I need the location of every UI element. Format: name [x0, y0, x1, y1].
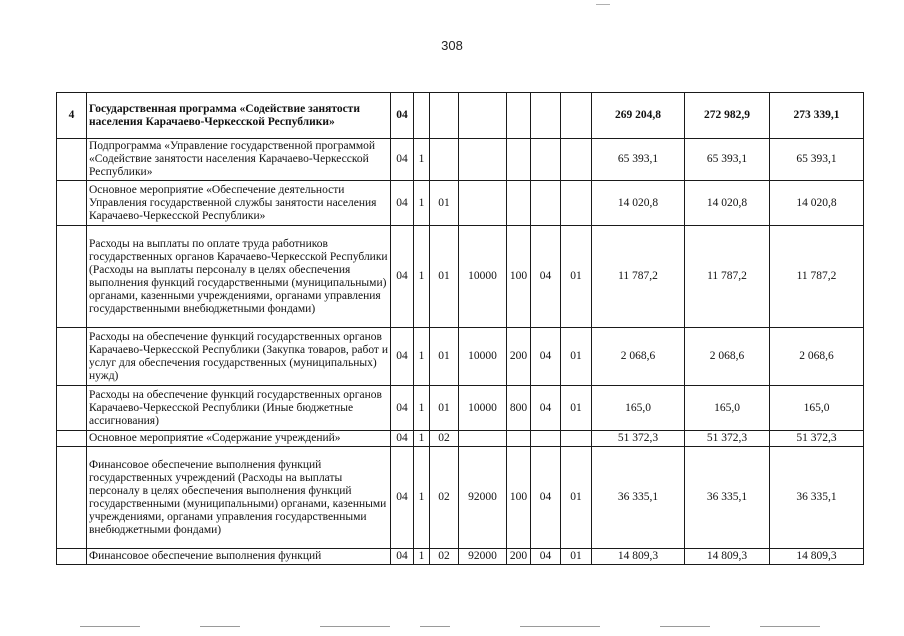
code-subprogram: 01: [430, 386, 459, 431]
code-direction: 10000: [459, 386, 507, 431]
row-index: [57, 386, 87, 431]
row-index: [57, 549, 87, 565]
table-row: [57, 139, 864, 181]
code-subprogram: 02: [430, 549, 459, 565]
value-year-2: 272 982,9: [685, 93, 770, 139]
row-name: Финансовое обеспечение выполнения функций: [87, 549, 391, 565]
value-year-2: 2 068,6: [685, 328, 770, 386]
code-expense-type: [507, 93, 531, 139]
code-section: [531, 93, 561, 139]
code-expense-type: 100: [507, 226, 531, 328]
code-section: 04: [531, 549, 561, 565]
code-direction: 92000: [459, 549, 507, 565]
code-ministry: 04: [391, 181, 414, 226]
scan-artifact: [596, 4, 610, 5]
table-row: [57, 386, 864, 431]
code-program: 1: [414, 447, 430, 549]
code-direction: 10000: [459, 328, 507, 386]
code-subprogram: 02: [430, 447, 459, 549]
code-direction: 92000: [459, 447, 507, 549]
code-expense-type: [507, 431, 531, 447]
row-name: Государственная программа «Содействие занятости населения Карачаево-Черкесской Республики»: [87, 93, 391, 139]
code-direction: [459, 431, 507, 447]
code-program: 1: [414, 139, 430, 181]
code-subsection: [561, 139, 592, 181]
code-subprogram: [430, 139, 459, 181]
value-year-1: 36 335,1: [592, 447, 685, 549]
code-direction: [459, 181, 507, 226]
code-subsection: 01: [561, 226, 592, 328]
code-program: 1: [414, 549, 430, 565]
code-ministry: 04: [391, 431, 414, 447]
code-subsection: 01: [561, 549, 592, 565]
table-row: [57, 447, 864, 549]
code-expense-type: 200: [507, 328, 531, 386]
code-program: 1: [414, 226, 430, 328]
value-year-3: 165,0: [770, 386, 864, 431]
row-name: Основное мероприятие «Обеспечение деятельности Управления государственной службы занятости населения Карачаево-Черкесской Республики»: [87, 181, 391, 226]
code-ministry: 04: [391, 226, 414, 328]
code-subprogram: 01: [430, 226, 459, 328]
code-program: 1: [414, 431, 430, 447]
budget-table: [56, 92, 864, 565]
code-subprogram: [430, 93, 459, 139]
code-ministry: 04: [391, 549, 414, 565]
row-index: [57, 328, 87, 386]
table-row: [57, 181, 864, 226]
value-year-1: 14 020,8: [592, 181, 685, 226]
code-ministry: 04: [391, 139, 414, 181]
value-year-1: 269 204,8: [592, 93, 685, 139]
code-ministry: 04: [391, 386, 414, 431]
code-section: 04: [531, 447, 561, 549]
value-year-2: 14 809,3: [685, 549, 770, 565]
code-ministry: 04: [391, 93, 414, 139]
code-subprogram: 01: [430, 328, 459, 386]
code-subprogram: 02: [430, 431, 459, 447]
value-year-3: 273 339,1: [770, 93, 864, 139]
value-year-1: 11 787,2: [592, 226, 685, 328]
row-name: Расходы на обеспечение функций государственных органов Карачаево-Черкесской Республики (Закупка товаров, работ и услуг для обеспечения государственных (муниципальных) нужд): [87, 328, 391, 386]
code-expense-type: 100: [507, 447, 531, 549]
code-ministry: 04: [391, 447, 414, 549]
code-direction: [459, 93, 507, 139]
row-index: [57, 139, 87, 181]
row-index: [57, 226, 87, 328]
row-name: Подпрограмма «Управление государственной программой «Содействие занятости населения Карачаево-Черкесской Республики»: [87, 139, 391, 181]
code-expense-type: 200: [507, 549, 531, 565]
code-direction: 10000: [459, 226, 507, 328]
code-program: [414, 93, 430, 139]
value-year-1: 14 809,3: [592, 549, 685, 565]
code-expense-type: [507, 181, 531, 226]
code-subsection: 01: [561, 447, 592, 549]
table-row: [57, 549, 864, 565]
row-name: Расходы на обеспечение функций государственных органов Карачаево-Черкесской Республики (Иные бюджетные ассигнования): [87, 386, 391, 431]
code-section: 04: [531, 328, 561, 386]
code-section: [531, 181, 561, 226]
row-name: Расходы на выплаты по оплате труда работников государственных органов Карачаево-Черкесской Республики (Расходы на выплаты персоналу в целях обеспечения выполнения функций государственными (муниципальными) органами, казенными учреждениями, органами управления государственными внебюджетными фондами): [87, 226, 391, 328]
code-program: 1: [414, 181, 430, 226]
row-name: Основное мероприятие «Содержание учреждений»: [87, 431, 391, 447]
code-subsection: 01: [561, 328, 592, 386]
table-row: [57, 226, 864, 328]
value-year-1: 2 068,6: [592, 328, 685, 386]
value-year-3: 51 372,3: [770, 431, 864, 447]
row-index: 4: [57, 93, 87, 139]
value-year-3: 11 787,2: [770, 226, 864, 328]
code-section: [531, 431, 561, 447]
code-program: 1: [414, 386, 430, 431]
table-row: [57, 93, 864, 139]
scan-artifact: [60, 626, 860, 629]
value-year-1: 165,0: [592, 386, 685, 431]
value-year-3: 65 393,1: [770, 139, 864, 181]
code-subsection: [561, 431, 592, 447]
code-direction: [459, 139, 507, 181]
code-section: 04: [531, 226, 561, 328]
table-row: [57, 328, 864, 386]
table-row: [57, 431, 864, 447]
row-index: [57, 181, 87, 226]
value-year-1: 51 372,3: [592, 431, 685, 447]
code-program: 1: [414, 328, 430, 386]
table-body: [57, 93, 864, 565]
code-section: [531, 139, 561, 181]
value-year-3: 36 335,1: [770, 447, 864, 549]
code-subsection: [561, 93, 592, 139]
value-year-2: 14 020,8: [685, 181, 770, 226]
code-subprogram: 01: [430, 181, 459, 226]
code-section: 04: [531, 386, 561, 431]
row-name: Финансовое обеспечение выполнения функций государственных учреждений (Расходы на выплаты персоналу в целях обеспечения выполнения функций государственными (муниципальными) органами, казенными учреждениями, органами управления государственными внебюджетными фондами): [87, 447, 391, 549]
value-year-3: 2 068,6: [770, 328, 864, 386]
value-year-2: 11 787,2: [685, 226, 770, 328]
value-year-1: 65 393,1: [592, 139, 685, 181]
value-year-2: 65 393,1: [685, 139, 770, 181]
value-year-2: 51 372,3: [685, 431, 770, 447]
row-index: [57, 447, 87, 549]
code-subsection: [561, 181, 592, 226]
code-ministry: 04: [391, 328, 414, 386]
value-year-2: 36 335,1: [685, 447, 770, 549]
value-year-3: 14 020,8: [770, 181, 864, 226]
value-year-2: 165,0: [685, 386, 770, 431]
code-subsection: 01: [561, 386, 592, 431]
page-number: 308: [441, 38, 463, 53]
value-year-3: 14 809,3: [770, 549, 864, 565]
row-index: [57, 431, 87, 447]
code-expense-type: 800: [507, 386, 531, 431]
code-expense-type: [507, 139, 531, 181]
